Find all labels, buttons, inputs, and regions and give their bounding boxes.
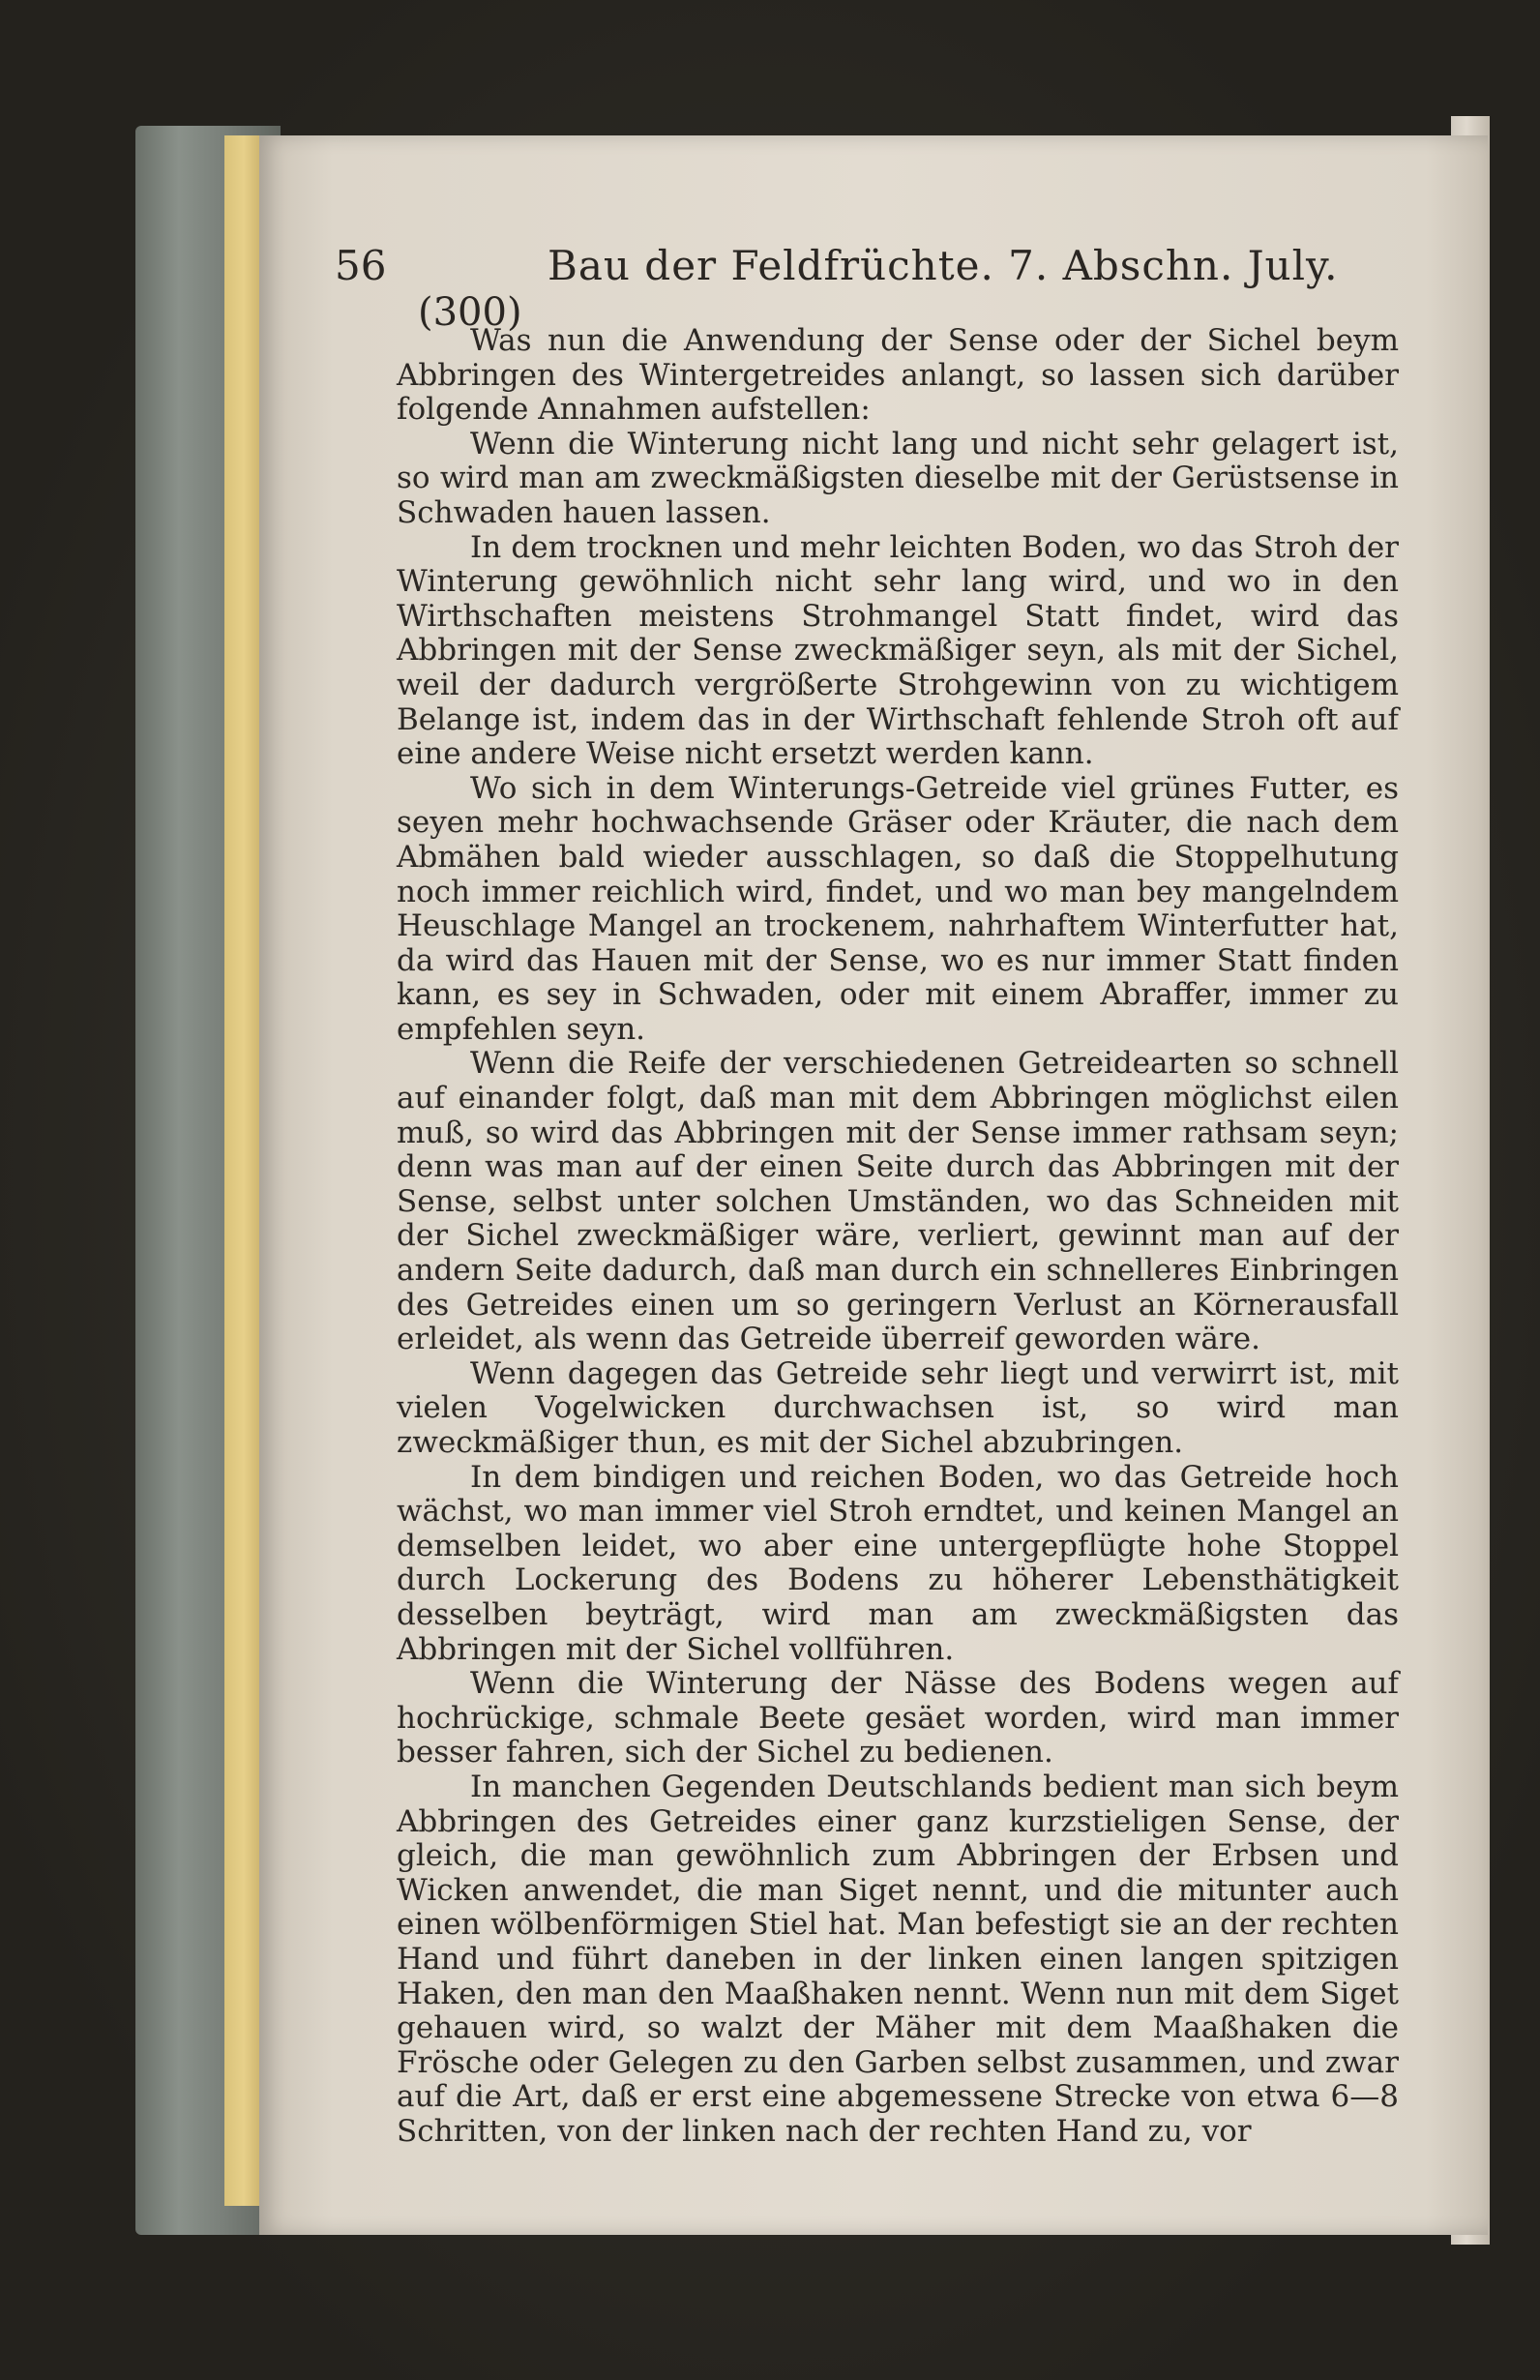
paragraph: In dem trocknen und mehr leichten Boden, wo das Stroh der Winterung gewöhnlich nicht sehr lang wird, und wo in den Wirthschaften meistens Strohmangel Statt findet, wird das Abbringen mit der Sense zweckmäßiger seyn, als mit der Sichel, weil der dadurch vergrößerte Strohgewinn von zu wichtigem Belange ist, indem das in der Wirthschaft fehlende Stroh oft auf eine andere Weise nicht ersetzt werden kann. xyxy=(397,529,1399,772)
paragraph: Wenn die Winterung nicht lang und nicht sehr gelagert ist, so wird man am zweckmäßigsten dieselbe mit der Gerüstsense in Schwaden hauen lassen. xyxy=(397,426,1399,530)
paragraph: In manchen Gegenden Deutschlands bedient man sich beym Abbringen des Getreides einer ganz kurzstieligen Sense, der gleich, die man gewöhnlich zum Abbringen der Erbsen und Wicken anwendet, die man Siget nennt, und die mitunter auch einen wölbenförmigen Stiel hat. Man befestigt sie an der rechten Hand und führt daneben in der linken einen langen spitzigen Haken, den man den Maaßhaken nennt. Wenn nun mit dem Siget gehauen wird, so walzt der Mäher mit dem Maaßhaken die Frösche oder Gelegen zu den Garben selbst zusammen, und zwar auf die Art, daß er erst eine abgemessene Strecke von etwa 6—8 Schritten, von der linken nach der rechten Hand zu, vor xyxy=(397,1769,1399,2149)
running-title: Bau der Feldfrüchte. 7. Abschn. July. xyxy=(548,242,1339,289)
body-text xyxy=(397,324,1399,2149)
paragraph: Wo sich in dem Winterungs-Getreide viel grünes Futter, es seyen mehr hochwachsende Gräser oder Kräuter, die nach dem Abmähen bald wieder ausschlagen, so daß die Stoppelhutung noch immer reichlich wird, findet, und wo man bey mangelndem Heuschlage Mangel an trockenem, nahrhaftem Winterfutter hat, da wird das Hauen mit der Sense, wo es nur immer Statt finden kann, es sey in Schwaden, oder mit einem Abraffer, immer zu empfehlen seyn. xyxy=(397,770,1399,1047)
paragraph: In dem bindigen und reichen Boden, wo das Getreide hoch wächst, wo man immer viel Stroh erndtet, und keinen Mangel an demselben leidet, wo aber eine untergepflügte hohe Stoppel durch Lockerung des Bodens zu höherer Lebensthätigkeit desselben beyträgt, wird man am zweckmäßigsten das Abbringen mit der Sichel vollführen. xyxy=(397,1459,1399,1667)
gilt-page-edge xyxy=(224,135,263,2206)
paragraph: Was nun die Anwendung der Sense oder der Sichel beym Abbringen des Wintergetreides anlangt, so lassen sich darüber folgende Annahmen aufstellen: xyxy=(397,323,1399,428)
paragraph: Wenn die Winterung der Nässe des Bodens wegen auf hochrückige, schmale Beete gesäet worden, wird man immer besser fahren, sich der Sichel zu bedienen. xyxy=(397,1666,1399,1770)
page-number: 56 xyxy=(335,242,387,289)
paragraph: Wenn die Reife der verschiedenen Getreidearten so schnell auf einander folgt, daß man mit dem Abbringen möglichst eilen muß, so wird das Abbringen mit der Sense immer rathsam seyn; denn was man auf der einen Seite durch das Abbringen mit der Sense, selbst unter solchen Umständen, wo das Schneiden mit der Sichel zweckmäßiger wäre, verliert, gewinnt man auf der andern Seite dadurch, daß man durch ein schnelleres Einbringen des Getreides einen um so geringern Verlust an Körnerausfall erleidet, als wenn das Getreide überreif geworden wäre. xyxy=(397,1046,1399,1357)
section-number: (300) xyxy=(418,290,522,335)
paragraph: Wenn dagegen das Getreide sehr liegt und verwirrt ist, mit vielen Vogelwicken durchwachsen ist, so wird man zweckmäßiger thun, es mit der Sichel abzubringen. xyxy=(397,1355,1399,1460)
